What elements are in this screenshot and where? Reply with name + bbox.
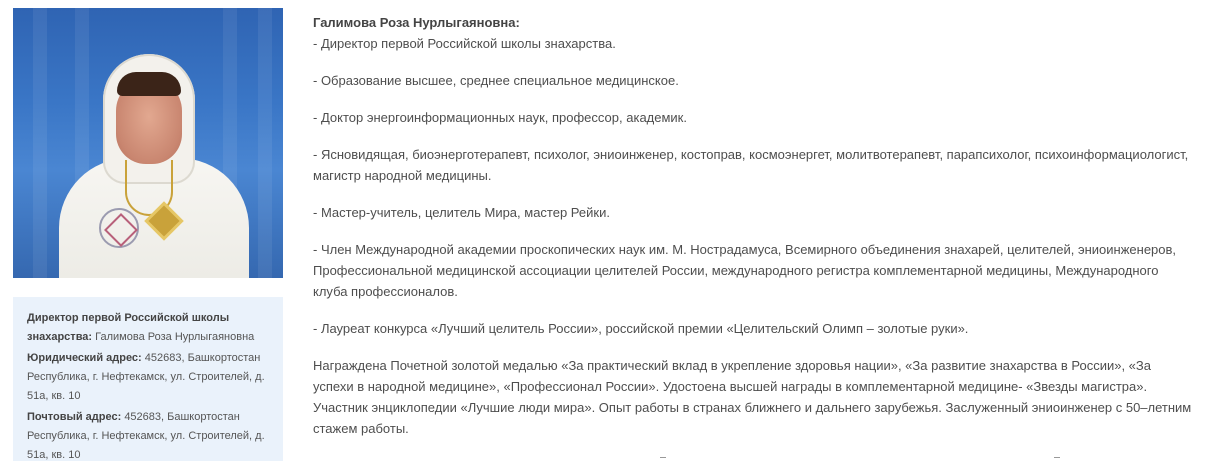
legal-address-value: 452683, Башкортостан Республика, г. Нефтекамск, ул. Строителей, д. 51а, кв. 10 [27,352,265,402]
bio-item: - Член Международной академии проскопических наук им. М. Нострадамуса, Всемирного объединения знахарей, целителей, эниоинженеров, Профессиональной медицинской ассоциации целителей России, международного регистра комплементарной медицины, Международного клуба профессионалов. [313,242,1177,299]
person-name: Галимова Роза Нурлыгаяновна: [313,15,520,30]
postal-address [27,408,269,461]
awards-paragraph: Награждена Почетной золотой медалью «За практический вклад в укрепление здоровья нации», «За развитие знахарства в России», «За успехи в народной медицине», «Профессионал России». Удостоена высшей награды в комплементарной медицине- «Звезды магистра». Участник энциклопедии «Лучшие люди мира». Опыт работы в странах ближнего и дальнего зарубежья. Заслуженный эниоинженер с 50–летним стажем работы. [313,358,1192,436]
director-value: Галимова Роза Нурлыгаяновна [95,331,255,343]
bio-item: - Ясновидящая, биоэнерготерапевт, психолог, эниоинженер, костоправ, космоэнергет, молитвотерапевт, парапсихолог, психоинформациологист, магистр народной медицины. [313,147,1189,183]
bio-item: - Образование высшее, среднее специальное медицинское. [313,73,679,88]
sidebar [13,8,283,461]
biography [313,12,1193,439]
bio-item: - Мастер-учитель, целитель Мира, мастер Рейки. [313,205,610,220]
legal-address [27,349,269,406]
postal-address-value: 452683, Башкортостан Республика, г. Нефтекамск, ул. Строителей, д. 51а, кв. 10 [27,411,265,461]
contact-info-box [13,297,283,461]
legal-address-label: Юридический адрес: [27,352,142,364]
director-label: Директор первой Российской школы знахарства: [27,312,230,343]
postal-address-label: Почтовый адрес: [27,411,122,423]
bio-item: - Доктор энергоинформационных наук, профессор, академик. [313,110,687,125]
bio-item: - Директор первой Российской школы знахарства. [313,36,616,51]
bio-item: - Лауреат конкурса «Лучший целитель России», российской премии «Целительский Олимп – золотые руки». [313,321,969,336]
portrait-photo [13,8,283,278]
clipped-content-edge [0,455,1218,461]
director-info [27,309,269,347]
